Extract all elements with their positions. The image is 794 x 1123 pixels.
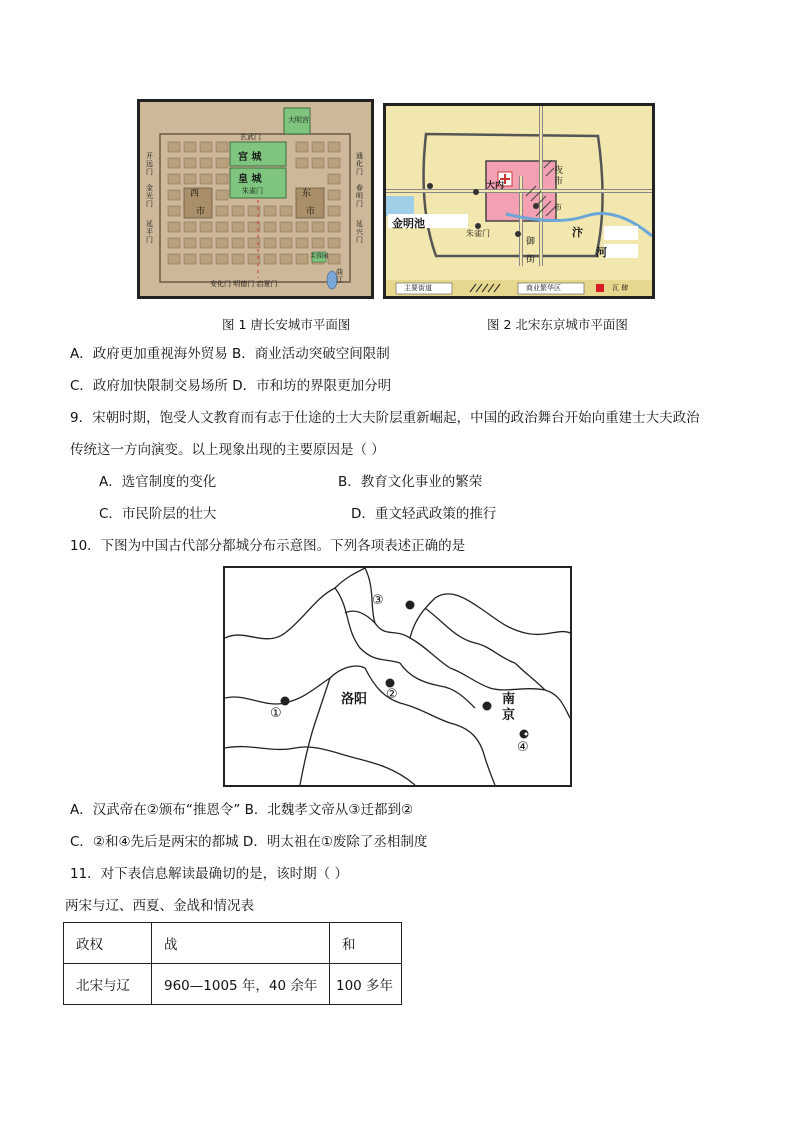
capital-1-marker: ① [270,706,282,721]
zhuquemen-label: 朱雀门 [466,229,490,238]
he-label: 河 [596,246,607,259]
q10-options-row2: C．②和④先后是两宋的都城 D．明太祖在①废除了丞相制度 [70,834,428,850]
dongjing-map-drawing [386,106,652,296]
figure-dongjing-map [383,103,655,299]
q8-options-row1: A．政府更加重视海外贸易 B．商业活动突破空间限制 [70,346,390,362]
market-label: 市 [554,203,562,212]
zhuquemen-label: 朱雀门 [242,187,263,195]
yeshi-label: 夜市 [554,166,564,187]
table-row [64,964,402,1005]
chunmingmen-label: 春明门 [356,184,363,208]
cell-regime: 北宋与辽 [64,964,152,1005]
nanjing-label-jing: 京 [502,708,516,723]
west-market-label-xi: 西 [190,189,200,199]
east-market-label-dong: 东 [302,189,312,199]
q10-options-row1: A．汉武帝在②颁布“推恩令” B．北魏孝文帝从③迁都到② [70,802,414,818]
q9-option-a: A．选官制度的变化 [99,474,217,490]
east-market-label-shi: 市 [306,207,316,217]
capital-4-marker: ④ [517,740,529,755]
south-gates-label: 安化门 明德门 启夏门 [210,280,278,288]
jie-label: 街 [526,255,536,265]
tonghuamen-label: 通化门 [356,152,363,176]
bian-label: 汴 [572,226,583,239]
figure1-caption: 图 1 唐长安城市平面图 [222,317,351,332]
q11-table-title: 两宋与辽、西夏、金战和情况表 [65,898,254,914]
legend-commercial-zone: 商业繁华区 [526,284,561,292]
figure-capitals-map [223,566,572,787]
daminggong-label: 大明宫 [288,116,309,124]
west-market-label-shi: 市 [196,207,206,217]
kaiyuanmen-label: 开远门 [146,152,153,176]
table-header-row [64,923,402,964]
header-regime: 政权 [64,923,152,964]
header-peace: 和 [330,923,402,964]
q9-stem-line2: 传统这一方向演变。以上现象出现的主要原因是（ ） [70,442,385,458]
yanxingmen-label: 延兴门 [356,220,363,244]
nanjing-label-nan: 南 [502,692,516,707]
danei-label: 大内 [486,181,505,191]
gongcheng-label: 宫 城 [238,152,262,163]
capital-3-marker: ③ [372,593,384,608]
figure-chang-an-map [137,99,374,299]
q9-option-d: D．重文轻武政策的推行 [351,506,497,522]
huangcheng-label: 皇 城 [238,174,262,185]
q9-stem-line1: 9．宋朝时期，饱受人文教育而有志于仕途的士大夫阶层重新崛起，中国的政治舞台开始向重建士大夫政治 [70,410,700,426]
qujiang-label: 曲江 [336,268,343,284]
yanpingmen-label: 延平门 [146,220,153,244]
q9-option-b: B．教育文化事业的繁荣 [338,474,483,490]
figure2-caption: 图 2 北宋东京城市平面图 [487,317,628,332]
q11-stem: 11．对下表信息解读最确切的是，该时期（ ） [70,866,348,882]
luoyang-label: 洛阳 [341,692,368,707]
legend-main-street: 主要街道 [404,284,432,292]
q10-stem: 10．下图为中国古代部分都城分布示意图。下列各项表述正确的是 [70,538,466,554]
yu-label: 御 [526,237,536,247]
war-peace-table [63,922,402,1005]
cell-peace: 100 多年 [330,964,402,1005]
cell-war: 960—1005 年，40 余年 [152,964,330,1005]
jinguangmen-label: 金光门 [146,184,153,208]
q8-options-row2: C．政府加快限制交易场所 D．市和坊的界限更加分明 [70,378,392,394]
legend-washi: 瓦 肆 [612,284,629,292]
furongyuan-label: 芙蓉园 [310,253,329,260]
capital-2-marker: ② [386,687,398,702]
xuanwumen-label: 玄武门 [240,133,261,141]
chang-an-map-drawing [140,102,371,296]
q9-option-c: C．市民阶层的壮大 [99,506,217,522]
jinmingchi-label: 金明池 [392,217,425,230]
header-war: 战 [152,923,330,964]
